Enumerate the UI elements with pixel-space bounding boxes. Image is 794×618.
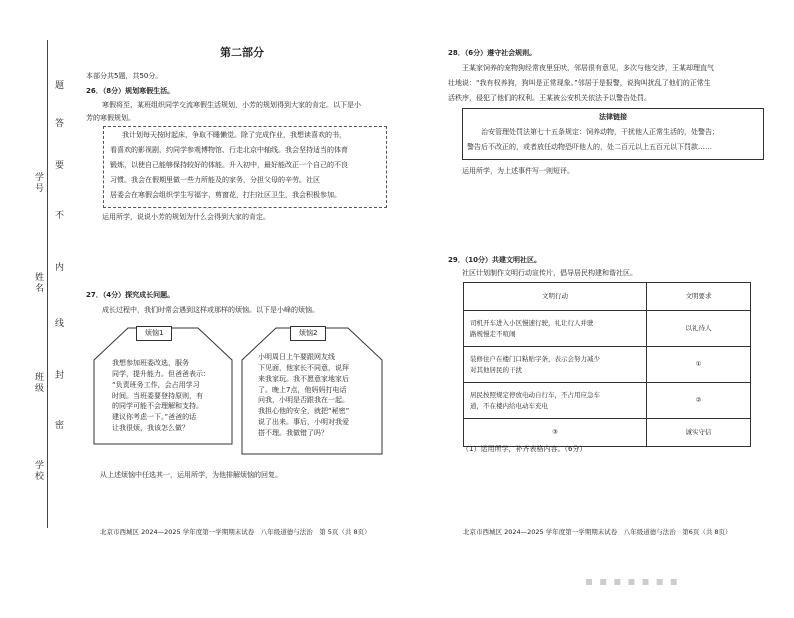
worry2-line: 了。晚上7点，他妈妈打电话 bbox=[258, 385, 347, 394]
table-cell: ① bbox=[647, 347, 751, 383]
table-cell: 司机开车进入小区慢速行驶，礼让行人并驶 路规慢走不喧闹 bbox=[464, 311, 647, 347]
worry2-line: 搭不理。我做错了吗？ bbox=[258, 428, 328, 437]
table-row bbox=[464, 419, 751, 447]
worry2-line: 说了出来。事后，小明对我爱 bbox=[258, 418, 349, 427]
q26-question: 运用所学，说说小芳的规划为什么会得到大家的肯定。 bbox=[102, 213, 270, 221]
q28-text: 活秩序，侵犯了他们的权利。王某被公安机关依法予以警告处罚。 bbox=[448, 94, 651, 102]
q26-intro: 寒假将至，某班组织同学交流寒假生活规划，小芳的规划得到大家的肯定。以下是小 bbox=[102, 101, 361, 109]
plan-line: 我计划每天按时起床，争取不睡懒觉。除了完成作业，我想读喜欢的书， bbox=[122, 131, 346, 139]
q28-title: 28．（6分）遵守社会规则。 bbox=[448, 49, 537, 57]
plan-line: 锻炼，以使自己能够保持较好的体能。升入初中，最好能改正一个自己的不良 bbox=[110, 161, 348, 169]
table-cell: 装修住户在楼门口粘贴字条，表示会努力减少 对其他居民的干扰 bbox=[464, 347, 647, 383]
seal-char: 不 bbox=[55, 211, 65, 221]
number-label: 学号 bbox=[32, 172, 43, 194]
worry2-line: 我担心他的安全，就把“秘密” bbox=[258, 407, 350, 416]
q29-sub1: （1）运用所学，补齐表格内容。（6分） bbox=[462, 445, 587, 453]
plan-line: 居委会在寒假会组织学生写福字、剪窗花，打扫社区卫生，我会积极参加。 bbox=[110, 191, 341, 199]
worry2-line: 问我，小明是否跟我在一起。 bbox=[258, 396, 349, 405]
seal-char: 题 bbox=[55, 81, 65, 91]
q27-question: 从上述烦恼中任选其一，运用所学，为他排解烦恼的回复。 bbox=[100, 471, 282, 479]
seal-char: 密 bbox=[55, 421, 65, 431]
table-header: 文明要求 bbox=[647, 283, 751, 311]
worry1-line: 建议你考虑一下。”爸爸的话 bbox=[112, 413, 197, 422]
seal-char: 答 bbox=[55, 119, 65, 129]
q28-text: 王某家饲养的宠物狗经常夜里狂吠，邻居很有意见，多次与他交涉，王某却理直气 bbox=[462, 64, 714, 72]
seal-char: 封 bbox=[55, 371, 65, 381]
worry1-line: “负责班务工作，会占用学习 bbox=[112, 380, 200, 389]
name-label: 姓名 bbox=[32, 272, 43, 294]
worry2-tag: 烦恼2 bbox=[290, 326, 326, 341]
table-cell: 以礼待人 bbox=[647, 311, 751, 347]
civility-table bbox=[463, 282, 751, 447]
table-cell: ② bbox=[647, 383, 751, 419]
law-line: 警告后不改正的，或者放任动物恐吓他人的，处二百元以上五百元以下罚款…… bbox=[467, 143, 712, 151]
law-title: 法律链接 bbox=[599, 113, 627, 121]
worry1-line: 的同学可能不会理解和支持。 bbox=[112, 402, 203, 411]
class-label: 班级 bbox=[32, 372, 43, 394]
q29-title: 29．（10分）共建文明社区。 bbox=[448, 256, 541, 264]
footer-left: 北京市西城区 2024—2025 学年度第一学期期末试卷 八年级道德与法治 第 5页（共 8页） bbox=[100, 528, 371, 536]
q27-title: 27．（4分）探究成长问题。 bbox=[86, 291, 175, 299]
plan-line: 看喜欢的影视剧，约同学参观博物馆、行走北京中轴线。我会坚持适当的体育 bbox=[110, 146, 348, 154]
q26-intro: 芳的寒假规划。 bbox=[86, 114, 135, 122]
worry2-line: 下见面，他家长不同意，说拜 bbox=[258, 363, 349, 372]
seal-char: 要 bbox=[55, 161, 65, 171]
table-header: 文明行动 bbox=[464, 283, 647, 311]
law-line: 治安管理处罚法第七十五条规定：饲养动物，干扰他人正常生活的，处警告； bbox=[481, 128, 719, 136]
worry1-line: 让我很烦，我该怎么做？ bbox=[112, 424, 189, 433]
worry1-line: 我想参加班委改选，服务 bbox=[112, 359, 189, 367]
q29-intro: 社区计划制作文明行动宣传片，倡导居民构建和谐社区。 bbox=[462, 269, 637, 277]
seal-char: 线 bbox=[55, 319, 65, 329]
worry2-line: 小明周日上午要跟网友线 bbox=[258, 353, 335, 361]
binding-line bbox=[47, 40, 48, 528]
q26-title: 26．（8分）规划寒假生活。 bbox=[86, 87, 175, 95]
loading-dots-icon: ▪▪▪▪▪▪▪ bbox=[585, 574, 684, 588]
seal-char: 内 bbox=[55, 263, 65, 273]
q28-text: 壮地说：“我有权养狗，狗叫是正常现象。”邻居于是报警，说狗叫扰乱了他们的正常生 bbox=[448, 79, 711, 87]
worry2-line: 来我家玩。我不愿意家地家后 bbox=[258, 374, 349, 383]
table-row bbox=[464, 311, 751, 347]
part-intro: 本部分共5题，共50分。 bbox=[86, 72, 163, 80]
table-cell: 诚实守信 bbox=[647, 419, 751, 447]
worry1-text bbox=[112, 358, 210, 434]
q27-intro: 成长过程中，我们时常会遇到这样或那样的烦恼。以下是小峰的烦恼。 bbox=[102, 306, 319, 314]
worry1-line: 时间。当班委要登持原则，有 bbox=[112, 391, 203, 400]
worry1-line: 同学，提升能力。但爸爸表示： bbox=[112, 369, 210, 378]
law-box bbox=[462, 108, 764, 160]
part-title: 第二部分 bbox=[220, 46, 264, 59]
plan-line: 习惯。我会在假期里做一些力所能及的家务，分担父母的辛劳。社区 bbox=[110, 176, 320, 184]
table-row bbox=[464, 347, 751, 383]
table-cell: 居民按照规定停放电动自行车，不占用应急车 道，不在楼内给电动车充电 bbox=[464, 383, 647, 419]
worry1-tag: 烦恼1 bbox=[136, 326, 172, 341]
plan-box bbox=[103, 126, 387, 208]
q28-question: 运用所学，为上述事件写一则短评。 bbox=[462, 167, 574, 175]
table-cell: ③ bbox=[464, 419, 647, 447]
worry2-text bbox=[258, 352, 349, 439]
school-label: 学校 bbox=[32, 460, 43, 482]
footer-right: 北京市西城区 2024—2025 学年度第一学期期末试卷 八年级道德与法治 第6页（共 8页） bbox=[463, 528, 732, 536]
table-row bbox=[464, 383, 751, 419]
